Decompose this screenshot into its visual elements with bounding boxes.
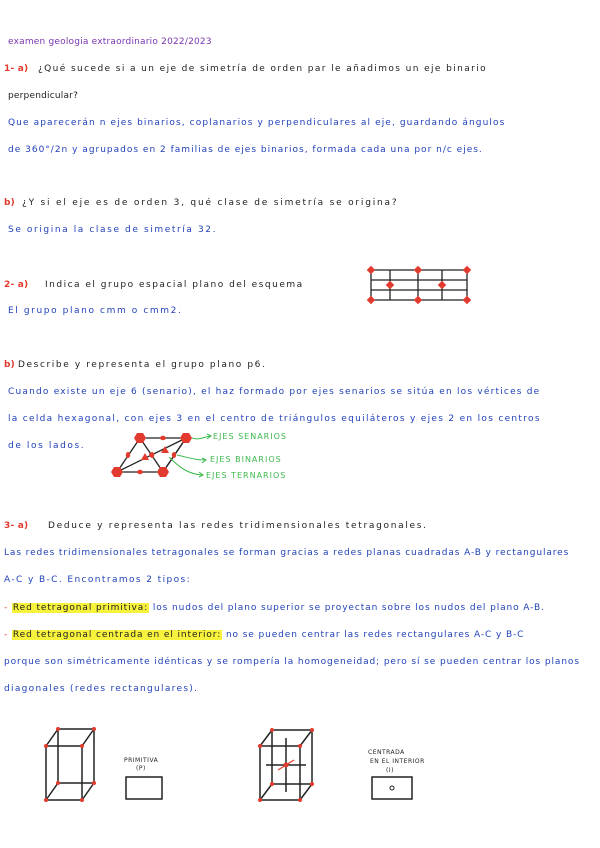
highlight-primitiva: Red tetragonal primitiva: xyxy=(12,603,149,613)
highlight-centrada: Red tetragonal centrada en el interior: xyxy=(12,630,222,640)
question-text: ¿Qué sucede si a un eje de simetría de orden par le añadimos un eje binario xyxy=(38,64,488,74)
label-ejes-binarios: EJES BINARIOS xyxy=(210,455,282,464)
answer-text: Que aparecerán n ejes binarios, coplanarios y perpendiculares al eje, guardando ángulos xyxy=(8,118,506,128)
label-ejes-senarios: EJES SENARIOS xyxy=(213,432,287,441)
question-number: 2- a) xyxy=(4,280,29,290)
question-text: ¿Y si el eje es de orden 3, qué clase de simetría se origina? xyxy=(22,198,399,208)
label-i: (I) xyxy=(386,767,394,774)
answer-text: Se origina la clase de simetría 32. xyxy=(8,225,218,235)
label-en-el-interior: EN EL INTERIOR xyxy=(370,758,425,765)
answer-text: Las redes tridimensionales tetragonales se forman gracias a redes planas cuadradas A-B y rectangulares xyxy=(4,548,570,558)
primitive-rect xyxy=(126,777,162,799)
label-ejes-ternarios: EJES TERNARIOS xyxy=(206,471,287,480)
question-text: perpendicular? xyxy=(8,91,79,101)
answer-text: Cuando existe un eje 6 (senario), el haz formado por ejes senarios se sitúa en los vértices de xyxy=(8,387,541,397)
list-item-primitiva: - Red tetragonal primitiva: los nudos del plano superior se proyectan sobre los nudos del plano A-B. xyxy=(4,603,545,613)
answer-text: diagonales (redes rectangulares). xyxy=(4,684,199,694)
label-primitiva: PRIMITIVA xyxy=(124,757,159,764)
question-number: b) xyxy=(4,360,15,370)
question-number: 1- a) xyxy=(4,64,29,74)
answer-text: El grupo plano cmm o cmm2. xyxy=(8,306,183,316)
label-p: (P) xyxy=(136,765,146,772)
question-text: Deduce y representa las redes tridimensionales tetragonales. xyxy=(48,521,428,531)
centered-rect xyxy=(372,777,412,799)
answer-text: A-C y B-C. Encontramos 2 tipos: xyxy=(4,575,192,585)
question-text: Indica el grupo espacial plano del esquema xyxy=(45,280,304,290)
answer-text: la celda hexagonal, con ejes 3 en el centro de triángulos equiláteros y ejes 2 en los centros xyxy=(8,414,541,424)
question-number: b) xyxy=(4,198,15,208)
page-title: examen geologia extraordinario 2022/2023 xyxy=(8,37,212,47)
list-item-centrada: - Red tetragonal centrada en el interior: no se pueden centrar las redes rectangulares A-C y B-C xyxy=(4,630,525,640)
primitive-cell xyxy=(46,729,94,800)
answer-text: de los lados. xyxy=(8,441,86,451)
label-centrada: CENTRADA xyxy=(368,749,405,756)
question-text: Describe y representa el grupo plano p6. xyxy=(18,360,267,370)
question-number: 3- a) xyxy=(4,521,29,531)
answer-text: de 360°/2n y agrupados en 2 familias de ejes binarios, formada cada una por n/c ejes. xyxy=(8,145,483,155)
answer-text: porque son simétricamente idénticas y se rompería la homogeneidad; pero sí se pueden centrar los planos xyxy=(4,657,580,667)
